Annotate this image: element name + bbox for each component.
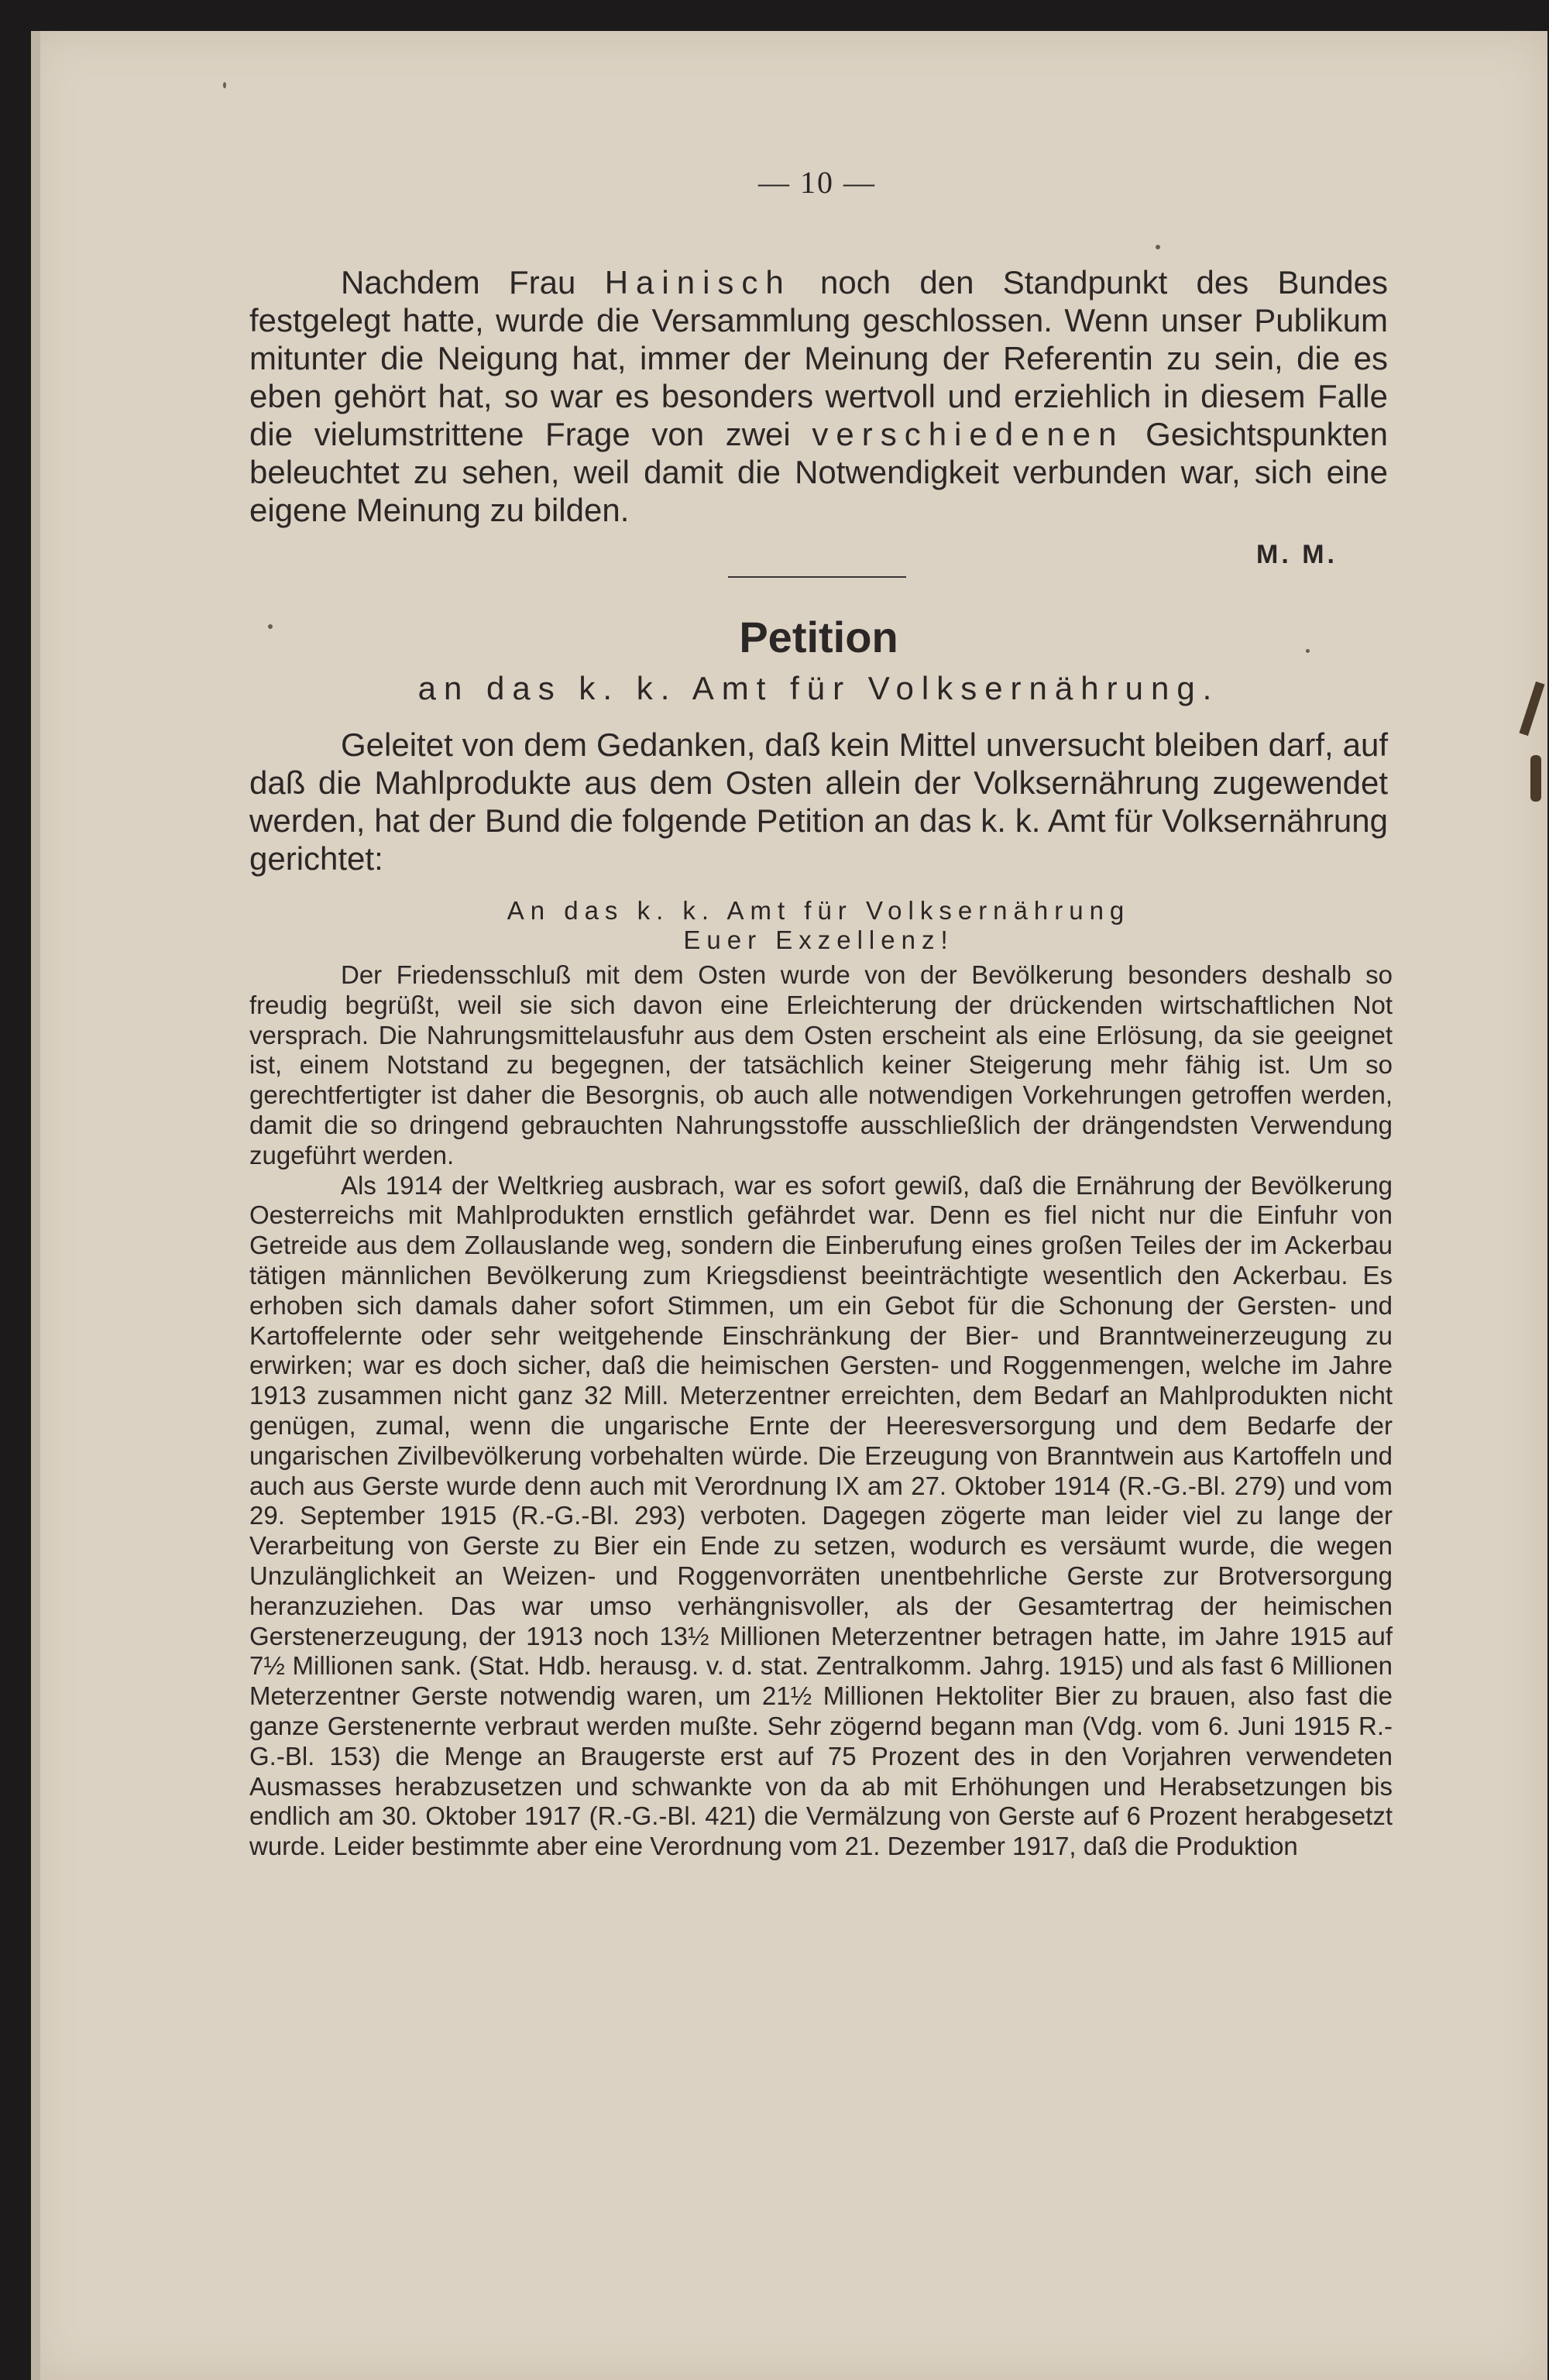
- page-number: — 10 —: [758, 165, 876, 200]
- letter-body: [249, 960, 1393, 1862]
- petition-title: Petition: [739, 613, 898, 661]
- paper-speck: [268, 624, 273, 629]
- petition-intro-text: Geleitet von dem Gedanken, daß kein Mittel unversucht bleiben darf, auf daß die Mahlprodukte aus dem Osten allein der Volksernährung zugewendet werden, hat der Bund die folgende Petition an das k. k. Amt für Volksernährung gerichtet:: [249, 726, 1388, 877]
- letter-salutation: Euer Exzellenz!: [683, 926, 954, 954]
- paper-speck: [1306, 649, 1310, 653]
- letter-paragraph-1: Der Friedensschluß mit dem Osten wurde von der Bevölkerung besonders deshalb so freudig begrüßt, weil sie sich davon eine Erleichterung der drückenden wirtschaftlichen Not versprach. Die Nahrungsmittelausfuhr aus dem Osten erscheint als eine Erlösung, da sie geeignet ist, einem Notstand zu begegnen, der tatsächlich keiner Steigerung mehr fähig ist. Um so gerechtfertigter ist daher die Besorgnis, ob auch alle notwendigen Vorkehrungen getroffen werden, damit die so dringend gebrauchten Nahrungsstoffe ausschließlich der drängendsten Verwendung zugeführt werden.: [249, 960, 1393, 1169]
- letter-paragraph-2: Als 1914 der Weltkrieg ausbrach, war es sofort gewiß, daß die Ernährung der Bevölkerung Oesterreichs mit Mahlprodukten ernstlich gefährdet war. Denn es fiel nicht nur die Einfuhr von Getreide aus dem Zollauslande weg, sondern die Einberufung eines großen Teiles der im Ackerbau tätigen männlichen Bevölkerung zum Kriegsdienst beeinträchtigte wesentlich den Ackerbau. Es erhoben sich damals daher sofort Stimmen, um ein Gebot für die Schonung der Gersten- und Kartoffelernte oder sehr weitgehende Einschränkung der Bier- und Branntweinerzeugung zu erwirken; war es doch sicher, daß die heimischen Gersten- und Roggenmengen, welche im Jahre 1913 zusammen nicht ganz 32 Mill. Meterzentner erreichten, dem Bedarf an Mahlprodukten nicht genügen, zumal, wenn die ungarische Ernte der Heeresversorgung und dem Bedarfe der ungarischen Zivilbevölkerung vorbehalten würde. Die Erzeugung von Branntwein aus Kartoffeln und auch aus Gerste wurde denn auch mit Verordnung IX am 27. Oktober 1914 (R.-G.-Bl. 279) und vom 29. September 1915 (R.-G.-Bl. 293) verboten. Dagegen zögerte man leider viel zu lange der Verarbeitung von Gerste zu Bier ein Ende zu setzen, wodurch es versäumt wurde, die wegen Unzulänglichkeit an Weizen- und Roggenvorräten unentbehrliche Gerste zur Brotversorgung heranzuziehen. Das war umso verhängnisvoller, als der Gesamtertrag der heimischen Gerstenerzeugung, der 1913 noch 13½ Millionen Meterzentner betragen hatte, im Jahre 1915 auf 7½ Millionen sank. (Stat. Hdb. herausg. v. d. stat. Zentralkomm. Jahrg. 1915) und als fast 6 Millionen Meterzentner Gerste notwendig waren, um 21½ Millionen Hektoliter Bier zu brauen, also fast die ganze Gerstenernte verbraut werden mußte. Sehr zögernd begann man (Vdg. vom 6. Juni 1915 R.-G.-Bl. 153) die Menge an Braugerste erst auf 75 Prozent des in den Vorjahren verwendeten Ausmasses herabzusetzen und schwankte von da ab mit Erhöhungen und Herabsetzungen bis endlich am 30. Oktober 1917 (R.-G.-Bl. 421) die Vermälzung von Gerste auf 6 Prozent herabgesetzt wurde. Leider bestimmte aber eine Verordnung vom 21. Dezember 1917, daß die Produktion: [249, 1170, 1393, 1861]
- letter-address: An das k. k. Amt für Volksernährung: [507, 896, 1131, 925]
- paper-speck: [1156, 245, 1160, 249]
- page-left-edge: [31, 31, 40, 2380]
- paper-speck: [223, 82, 226, 88]
- author-signature: M. M.: [1256, 540, 1338, 569]
- petition-intro: [249, 726, 1388, 877]
- name-hainisch: Hainisch: [604, 264, 792, 301]
- intro-paragraph: [249, 263, 1388, 529]
- petition-subtitle: an das k. k. Amt für Volksernährung.: [417, 670, 1220, 706]
- emphasis-verschiedenen: verschiedenen: [812, 416, 1125, 452]
- intro-text: Nachdem Frau Hainisch noch den Standpunkt des Bundes festgelegt hatte, wurde die Versammlung geschlossen. Wenn unser Publikum mitunter die Neigung hat, immer der Meinung der Referentin zu sein, die es eben gehört hat, so war es besonders wertvoll und erziehlich in diesem Falle die vielumstrittene Frage von zwei verschiedenen Gesichtspunkten beleuchtet zu sehen, weil damit die Notwendigkeit verbunden war, sich eine eigene Meinung zu bilden.: [249, 264, 1388, 528]
- paper-tear-mark: [1530, 755, 1541, 802]
- section-divider: [728, 576, 906, 578]
